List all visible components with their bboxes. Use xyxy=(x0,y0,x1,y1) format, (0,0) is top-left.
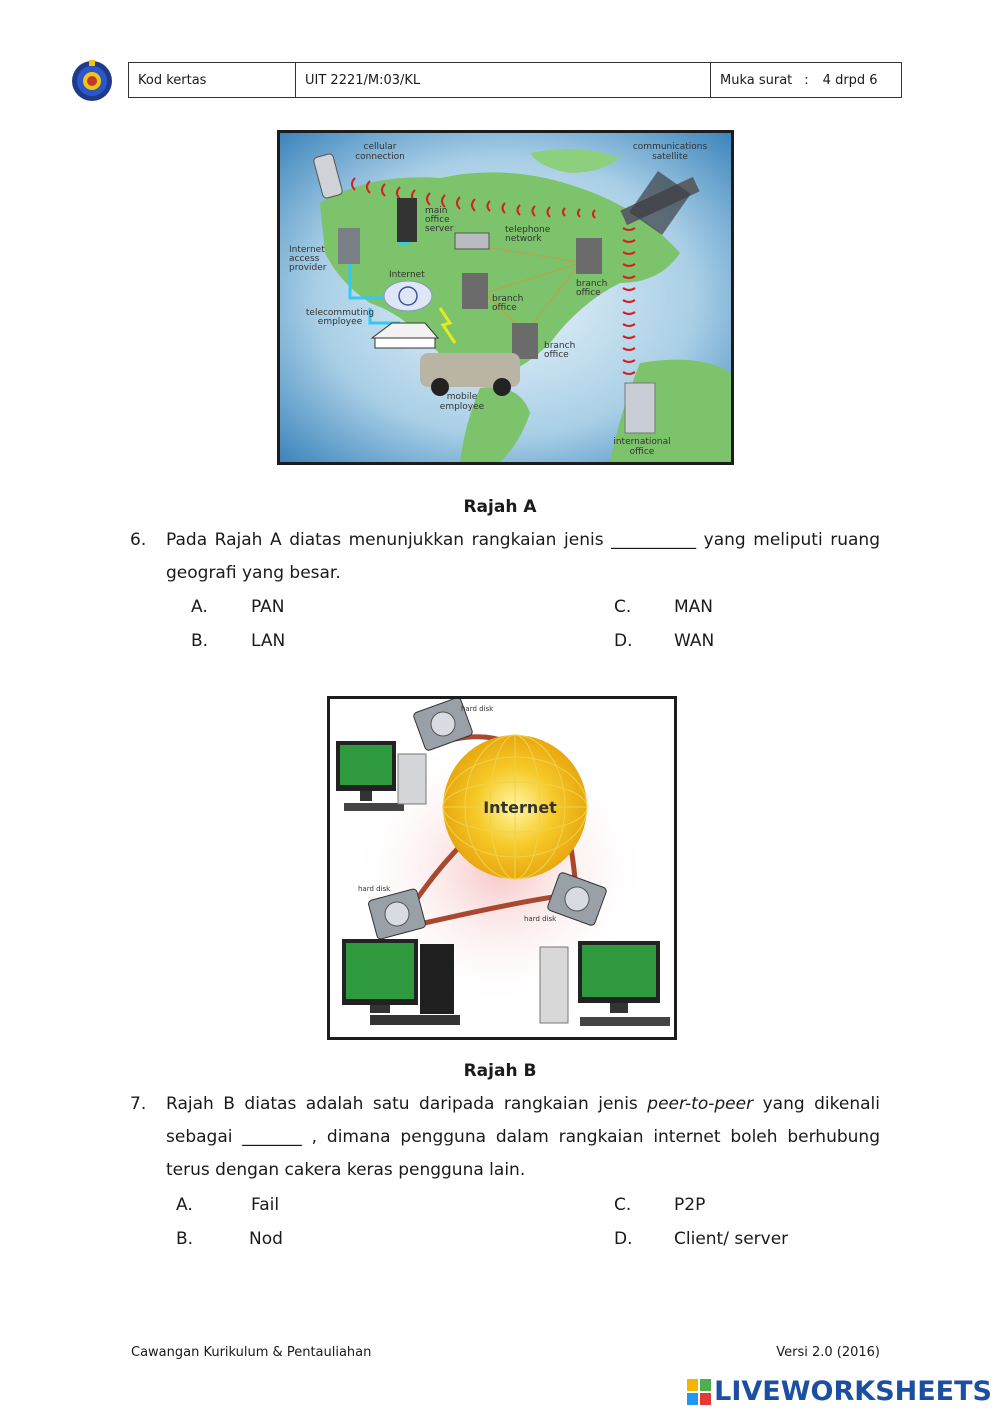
label-server-3: server xyxy=(425,224,454,234)
page-info xyxy=(711,63,901,97)
header-table xyxy=(128,62,902,98)
label-telecommuting-1: telecommuting xyxy=(305,308,375,318)
label-branch3-2: office xyxy=(544,350,569,360)
q7-option-b-text: Nod xyxy=(249,1229,283,1249)
q7-option-a-text: Fail xyxy=(251,1195,280,1215)
q6-option-d-letter: D. xyxy=(614,631,633,651)
q7-number: 7. xyxy=(130,1094,147,1114)
q6-text: Pada Rajah A diatas menunjukkan rangkaian jenis __________ yang meliputi ruang geografi yang besar. xyxy=(166,530,880,583)
label-branch2-1: branch xyxy=(576,279,608,289)
q6-option-c-letter: C. xyxy=(614,597,632,617)
label-isp-2: access xyxy=(289,254,320,264)
q7-text-after: yang dikenali sebagai _______ , dimana pengguna dalam rangkaian internet boleh berhubung terus dengan cakera keras pengguna lain. xyxy=(166,1094,880,1180)
label-cellular-2: connection xyxy=(355,152,405,162)
label-internet: Internet xyxy=(389,270,425,280)
q7-option-b-letter: B. xyxy=(176,1229,194,1249)
q7-option-a-letter: A. xyxy=(176,1195,193,1215)
label-cellular-1: cellular xyxy=(363,142,397,152)
liveworksheets-text: LIVEWORKSHEETS xyxy=(714,1376,992,1407)
paper-code-value: UIT 2221/M:03/KL xyxy=(296,63,711,97)
label-mobile-2: employee xyxy=(439,402,485,412)
label-isp-3: provider xyxy=(289,263,327,273)
q6-option-b-text: LAN xyxy=(251,631,286,651)
label-satellite-2: satellite xyxy=(652,152,688,162)
figure-b-p2p-diagram xyxy=(327,696,677,1040)
q7-text-italic: peer-to-peer xyxy=(647,1094,754,1114)
figure-a-wan-diagram xyxy=(277,130,734,465)
figure-a-caption: Rajah A xyxy=(463,497,537,517)
q7-text xyxy=(166,1088,880,1187)
q6-number: 6. xyxy=(130,530,147,550)
paper-code-label: Kod kertas xyxy=(129,63,296,97)
footer-right: Versi 2.0 (2016) xyxy=(776,1345,880,1360)
q6-option-b-letter: B. xyxy=(191,631,209,651)
label-server-2: office xyxy=(425,215,450,225)
figure-b-caption: Rajah B xyxy=(463,1061,537,1081)
footer-left: Cawangan Kurikulum & Pentauliahan xyxy=(131,1345,372,1360)
label-telephone-1: telephone xyxy=(505,225,551,235)
figure-b-internet-label: Internet xyxy=(483,798,557,817)
page-value: 4 drpd 6 xyxy=(822,72,878,88)
label-branch3-1: branch xyxy=(544,341,576,351)
hard-disk-label-2: hard disk xyxy=(358,885,391,893)
page-separator: : xyxy=(804,72,809,88)
label-server-1: main xyxy=(425,206,448,216)
label-international-1: international xyxy=(613,437,671,447)
q7-option-d-letter: D. xyxy=(614,1229,633,1249)
label-branch1-2: office xyxy=(492,303,517,313)
label-isp-1: Internet xyxy=(289,245,325,255)
label-branch2-2: office xyxy=(576,288,601,298)
q6-option-d-text: WAN xyxy=(674,631,715,651)
liveworksheets-watermark xyxy=(687,1376,992,1407)
q7-text-before: Rajah B diatas adalah satu daripada rangkaian jenis xyxy=(166,1094,648,1114)
q7-option-d-text: Client/ server xyxy=(674,1229,789,1249)
liveworksheets-logo-icon xyxy=(687,1379,711,1405)
label-international-2: office xyxy=(629,447,655,457)
hard-disk-label-3: hard disk xyxy=(524,915,557,923)
label-mobile-1: mobile xyxy=(446,392,478,402)
institution-logo xyxy=(70,58,114,102)
q7-option-c-text: P2P xyxy=(674,1195,706,1215)
q6-option-c-text: MAN xyxy=(674,597,714,617)
q6-option-a-text: PAN xyxy=(251,597,285,617)
q6-option-a-letter: A. xyxy=(191,597,208,617)
label-telecommuting-2: employee xyxy=(317,317,363,327)
page-label: Muka surat xyxy=(720,72,793,88)
label-branch1-1: branch xyxy=(492,294,524,304)
q7-option-c-letter: C. xyxy=(614,1195,632,1215)
label-satellite-1: communications xyxy=(632,142,708,152)
label-telephone-2: network xyxy=(505,234,542,244)
hard-disk-label-1: hard disk xyxy=(461,705,494,713)
